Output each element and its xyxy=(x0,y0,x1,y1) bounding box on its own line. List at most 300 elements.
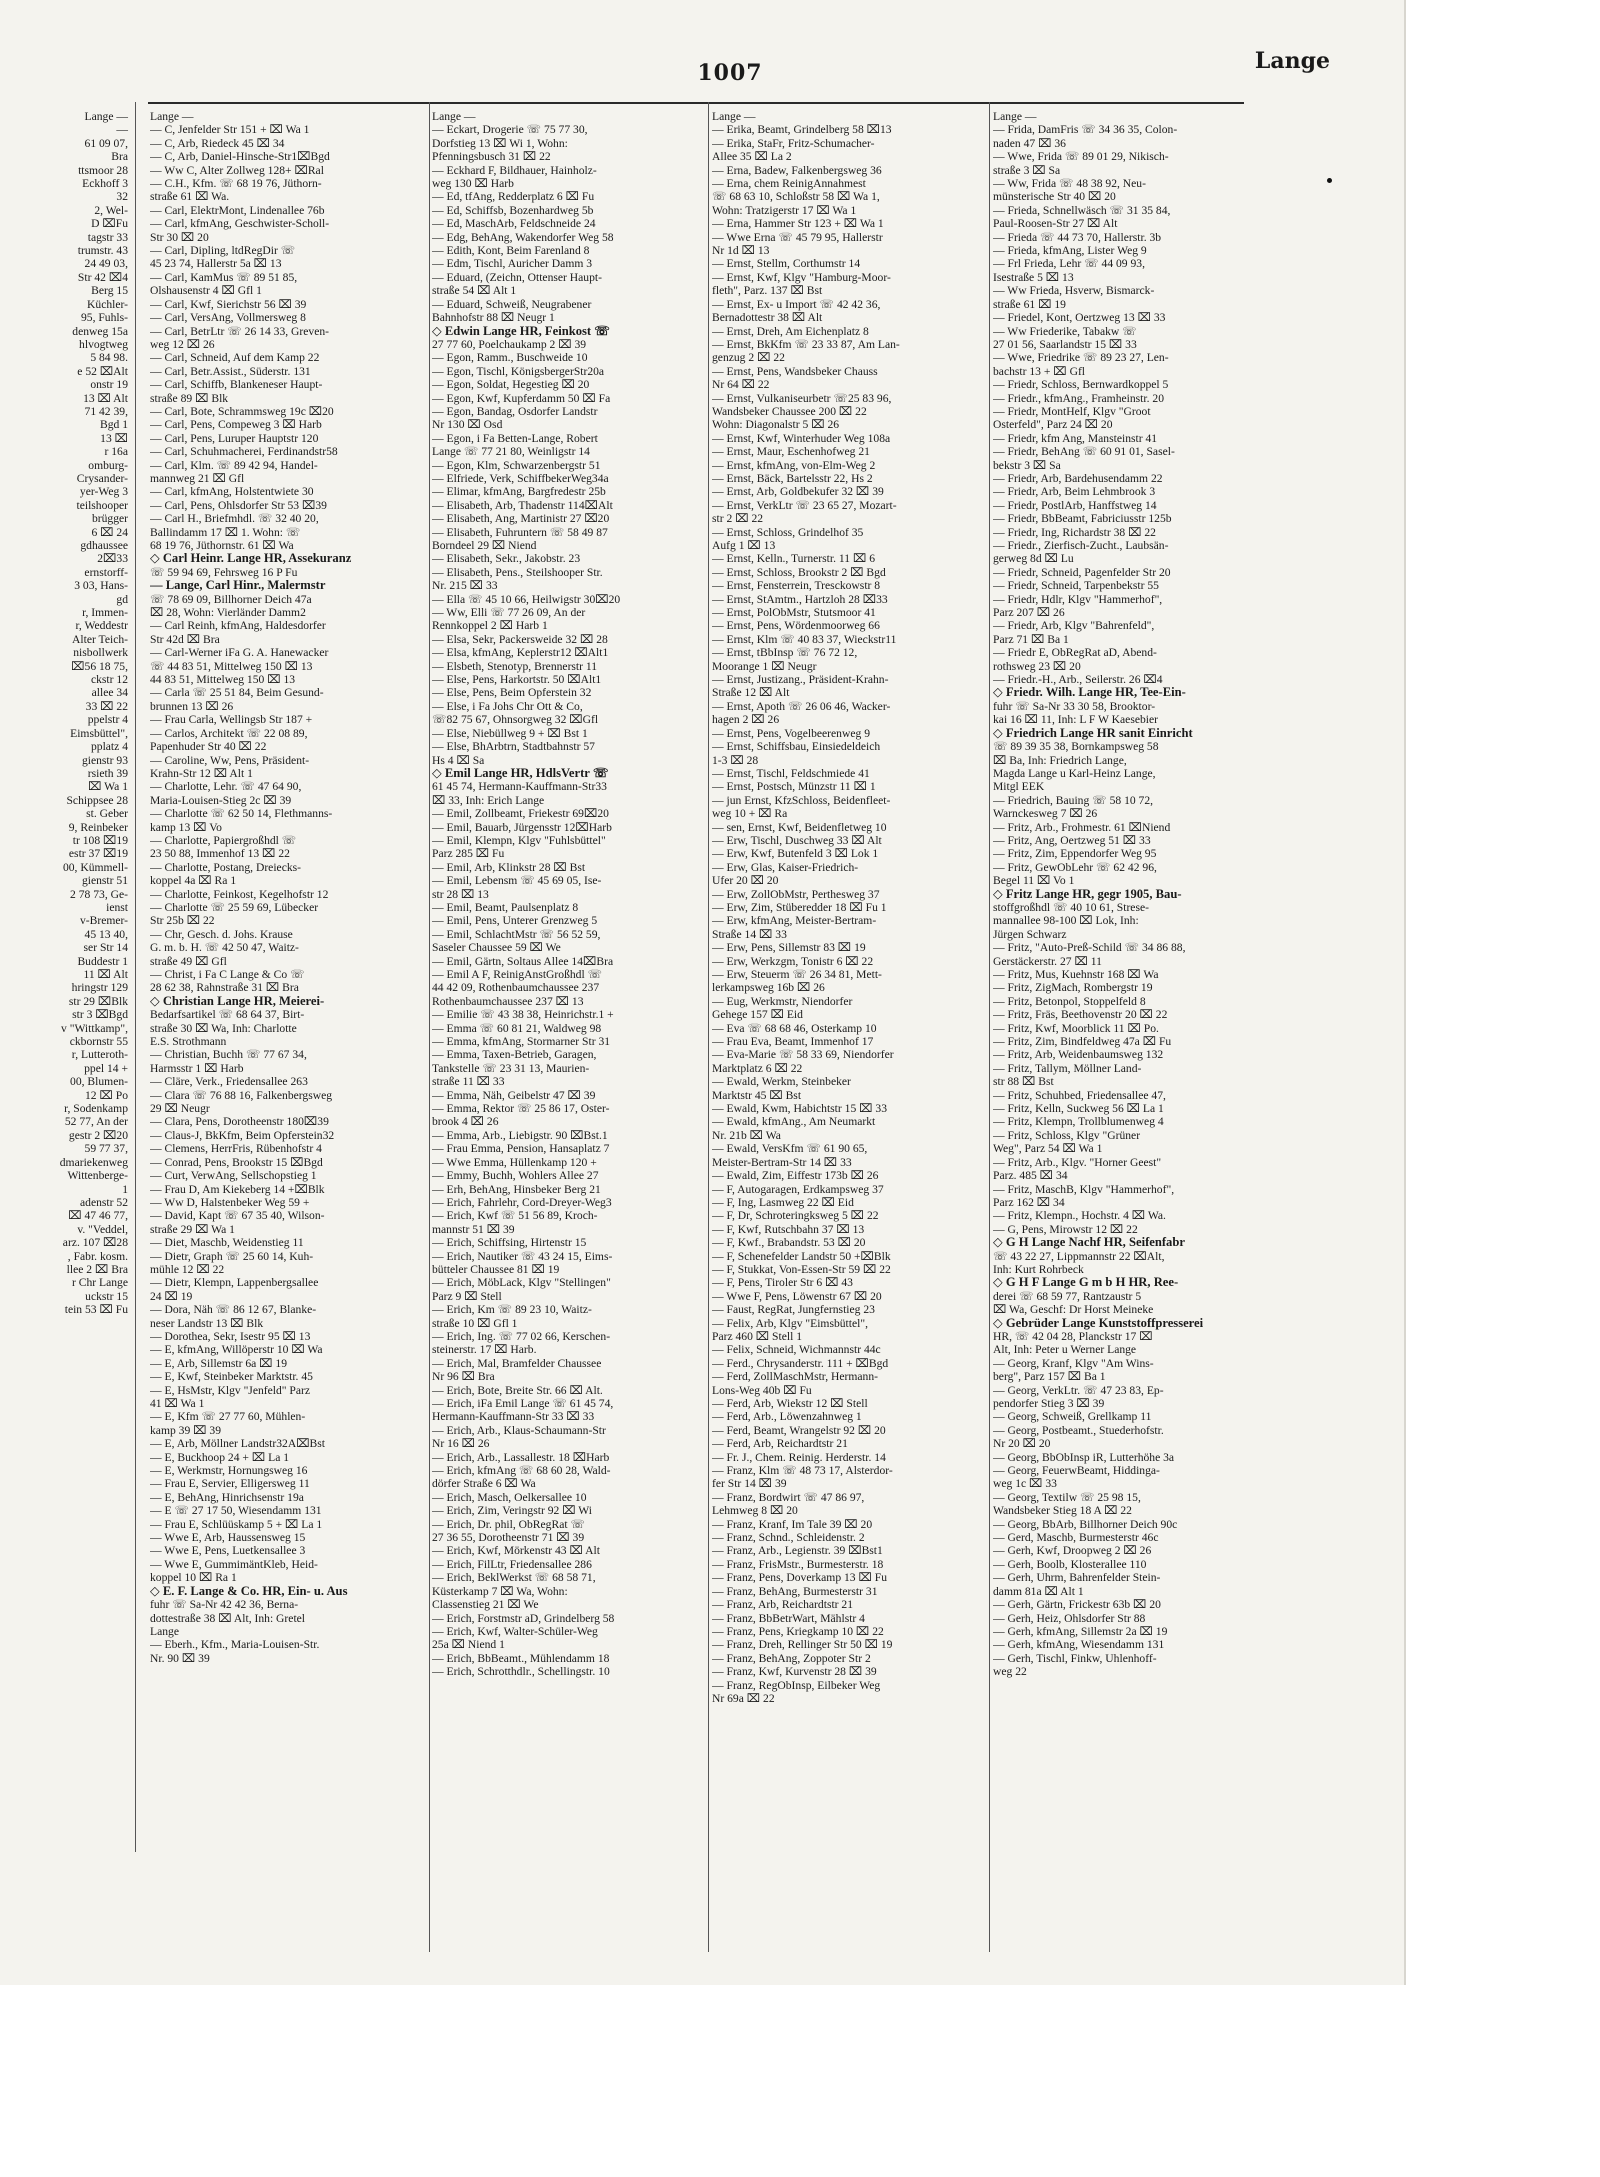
directory-entry-line: genzug 2 ⌧ 22 xyxy=(712,351,785,365)
directory-entry-line: — Ed, MaschArb, Feldschneide 24 xyxy=(432,217,596,231)
directory-entry-line: 5 84 98. xyxy=(90,351,128,365)
directory-entry-line: Lange — xyxy=(84,110,128,123)
directory-entry-line: 45 13 40, xyxy=(84,927,128,941)
directory-entry-line: — Erich, Forstmstr aD, Grindelberg 58 xyxy=(432,1611,615,1625)
directory-entry-line: Parz 162 ⌧ 34 xyxy=(993,1195,1065,1209)
page-number: 1007 xyxy=(697,60,763,86)
directory-entry-line: ⌧ Wa 1 xyxy=(88,780,128,794)
directory-entry-line: — Gerh, Gärtn, Frickestr 63b ⌧ 20 xyxy=(993,1598,1161,1612)
directory-entry-line: steinerstr. 17 ⌧ Harb. xyxy=(432,1343,537,1357)
directory-entry-line: — Frida, DamFris ☏ 34 36 35, Colon- xyxy=(993,123,1178,137)
directory-entry-line: — Erich, kfmAng ☏ 68 60 28, Wald- xyxy=(432,1464,611,1478)
directory-entry-line: Alter Teich- xyxy=(72,632,128,646)
directory-entry-line: straße 30 ⌧ Wa, Inh: Charlotte xyxy=(150,1021,297,1035)
directory-entry-line: Nr 130 ⌧ Osd xyxy=(432,418,503,432)
directory-entry-line: — Fritz, Mus, Kuehnstr 168 ⌧ Wa xyxy=(993,968,1159,981)
directory-entry-line: koppel 4a ⌧ Ra 1 xyxy=(150,874,237,888)
directory-entry-line: — Ernst, StAmtm., Hartzloh 28 ⌧33 xyxy=(712,592,888,606)
directory-entry-line: ☏ 78 69 09, Billhorner Deich 47a xyxy=(150,592,312,606)
directory-entry-line: — F, Ing, Lasmweg 22 ⌧ Eid xyxy=(712,1195,854,1209)
directory-entry-line: — Friedr, BbBeamt, Fabriciusstr 125b xyxy=(993,512,1172,526)
directory-entry-line: tagstr 33 xyxy=(87,230,128,244)
directory-entry-line: — Emil, Arb, Klinkstr 28 ⌧ Bst xyxy=(432,860,586,874)
directory-entry-line: — Ernst, VerkLtr ☏ 23 65 27, Mozart- xyxy=(712,498,897,512)
directory-entry-line: Harmsstr 1 ⌧ Harb xyxy=(150,1061,244,1075)
directory-entry-line: — Ernst, Tischl, Feldschmiede 41 xyxy=(712,766,870,780)
directory-entry-line: — Ww, Frida ☏ 48 38 92, Neu- xyxy=(993,177,1146,191)
directory-entry-line: — Fritz, "Auto-Preß-Schild ☏ 34 86 88, xyxy=(993,941,1186,955)
directory-entry-line: — Erich, Arb., Klaus-Schaumann-Str xyxy=(432,1423,606,1437)
directory-entry-line: — David, Kapt ☏ 67 35 40, Wilson- xyxy=(150,1209,325,1223)
directory-entry-line: Bgd 1 xyxy=(99,418,128,432)
directory-entry-line: 44 42 09, Rothenbaumchaussee 237 xyxy=(432,981,600,995)
directory-entry-line: Lange — xyxy=(712,110,756,123)
directory-entry-line: Mitgl EEK xyxy=(993,780,1045,794)
directory-entry-line: — Erich, Arb., Lassallestr. 18 ⌧Harb xyxy=(432,1450,610,1464)
directory-entry-line: 23 50 88, Immenhof 13 ⌧ 22 xyxy=(150,847,290,861)
directory-entry-line: — Charlotte ☏ 62 50 14, Flethmanns- xyxy=(150,807,333,821)
directory-entry-line: — Christ, i Fa C Lange & Co ☏ xyxy=(150,968,305,981)
directory-entry-line: straße 10 ⌧ Gfl 1 xyxy=(432,1316,518,1330)
directory-entry-line: — jun Ernst, KfzSchloss, Beidenfleet- xyxy=(712,793,891,807)
directory-entry-line: — Carl, Pens, Compeweg 3 ⌧ Harb xyxy=(150,418,322,432)
directory-entry-line: HR, ☏ 42 04 28, Planckstr 17 ⌧ xyxy=(993,1329,1153,1343)
directory-entry-line: — Ferd, Arb., Löwenzahnweg 1 xyxy=(712,1410,862,1424)
directory-entry-line: — Georg, BbObInsp iR, Lutterhöhe 3a xyxy=(993,1450,1175,1464)
directory-entry-line: 41 ⌧ Wa 1 xyxy=(150,1397,205,1410)
column-divider xyxy=(429,102,430,1952)
directory-entry-line: Tankstelle ☏ 23 31 13, Maurien- xyxy=(432,1061,590,1075)
directory-entry-line: — Ernst, tBbInsp ☏ 76 72 12, xyxy=(712,646,858,660)
directory-entry-line: — Elisabeth, Ang, Martinistr 27 ⌧20 xyxy=(432,512,610,526)
directory-entry-line: Crysander- xyxy=(76,471,128,485)
directory-entry-line: v "Wittkamp", xyxy=(61,1021,128,1035)
directory-entry-line: yer-Weg 3 xyxy=(79,485,128,499)
directory-entry-line: nisbollwerk xyxy=(73,646,128,660)
directory-entry-line: ◇ Edwin Lange HR, Feinkost ☏ xyxy=(432,324,610,338)
directory-entry-line: — Ernst, Postsch, Münzstr 11 ⌧ 1 xyxy=(712,780,876,794)
directory-entry-line: r, Sodenkamp xyxy=(64,1102,128,1116)
directory-entry-line: ☏ 44 83 51, Mittelweg 150 ⌧ 13 xyxy=(150,659,313,673)
directory-entry-line: — Ernst, Arb, Goldbekufer 32 ⌧ 39 xyxy=(712,485,884,499)
directory-entry-line: Parz 207 ⌧ 26 xyxy=(993,606,1065,620)
directory-entry-line: — Carl, Kwf, Sierichstr 56 ⌧ 39 xyxy=(150,297,307,311)
directory-entry-line: str 29 ⌧Blk xyxy=(68,994,128,1008)
directory-entry-line: Bahnhofstr 88 ⌧ Neugr 1 xyxy=(432,311,555,325)
directory-entry-line: dörfer Straße 6 ⌧ Wa xyxy=(432,1477,536,1491)
directory-entry-line: v. "Veddel, xyxy=(77,1222,128,1236)
directory-entry-line: Str 30 ⌧ 20 xyxy=(150,230,209,244)
directory-entry-line: rsieth 39 xyxy=(87,766,128,780)
directory-entry-line: — Ernst, Kwf, Klgv "Hamburg-Moor- xyxy=(712,270,891,284)
directory-entry-line: — Ferd, Arb, Wiekstr 12 ⌧ Stell xyxy=(712,1397,868,1410)
directory-entry-line: — E, Kwf, Steinbeker Marktstr. 45 xyxy=(150,1370,313,1384)
directory-entry-line: Wandsbeker Chaussee 200 ⌧ 22 xyxy=(712,404,867,418)
directory-entry-line: 24 ⌧ 19 xyxy=(150,1289,193,1303)
directory-entry-line: Bedarfsartikel ☏ 68 64 37, Birt- xyxy=(150,1008,305,1022)
directory-entry-line: — Wwe F, Pens, Löwenstr 67 ⌧ 20 xyxy=(712,1289,882,1303)
directory-entry-line: ◇ Carl Heinr. Lange HR, Assekuranz xyxy=(150,552,352,566)
directory-entry-line: — Ernst, BkKfm ☏ 23 33 87, Am Lan- xyxy=(712,337,900,351)
directory-entry-line: pendorfer Stieg 3 ⌧ 39 xyxy=(993,1397,1105,1410)
directory-entry-line: — Fritz, Arb, Weidenbaumsweg 132 xyxy=(993,1048,1164,1062)
directory-entry-line: 1-3 ⌧ 28 xyxy=(712,753,759,767)
directory-entry-line: Lehmweg 8 ⌧ 20 xyxy=(712,1504,798,1518)
directory-entry-line: — Friedr, MontHelf, Klgv "Groot xyxy=(993,404,1151,418)
directory-entry-line: — Erich, Nautiker ☏ 43 24 15, Eims- xyxy=(432,1249,613,1263)
directory-entry-line: — Edith, Kont, Beim Farenland 8 xyxy=(432,244,590,258)
directory-entry-line: — Georg, VerkLtr. ☏ 47 23 83, Ep- xyxy=(993,1383,1164,1397)
directory-entry-line: — Carl, Schneid, Auf dem Kamp 22 xyxy=(150,351,320,365)
directory-entry-line: 33 ⌧ 22 xyxy=(85,699,128,713)
directory-entry-line: mannweg 21 ⌧ Gfl xyxy=(150,471,245,485)
directory-entry-line: Nr 16 ⌧ 26 xyxy=(432,1437,490,1451)
directory-entry-line: — Curt, VerwAng, Sellschopstieg 1 xyxy=(150,1169,317,1183)
directory-entry-line: ☏ 89 39 35 38, Bornkampsweg 58 xyxy=(993,740,1159,754)
directory-entry-line: — Ernst, Pens, Wandsbeker Chauss xyxy=(712,364,878,378)
directory-entry-line: — Ww Frieda, Hsverw, Bismarck- xyxy=(993,284,1155,298)
directory-entry-line: Nr 96 ⌧ Bra xyxy=(432,1370,495,1384)
directory-entry-line: — Ww Friederike, Tabakw ☏ xyxy=(993,324,1137,338)
directory-entry-line: — Georg, FeuerwBeamt, Hiddinga- xyxy=(993,1464,1160,1478)
directory-entry-line: straße 29 ⌧ Wa 1 xyxy=(150,1222,235,1236)
directory-entry-line: Wittenberge- xyxy=(67,1169,128,1183)
directory-entry-line: — Ww C, Alter Zollweg 128+ ⌧Ral xyxy=(150,163,324,177)
directory-entry-line: Hs 4 ⌧ Sa xyxy=(432,753,485,767)
directory-entry-line: ser Str 14 xyxy=(83,941,128,955)
directory-entry-line: — E, Arb, Sillemstr 6a ⌧ 19 xyxy=(150,1356,288,1370)
directory-entry-line: — Erw, Zim, Stüberedder 18 ⌧ Fu 1 xyxy=(712,900,887,914)
directory-entry-line: — Friedr, PostlArb, Hanffstweg 14 xyxy=(993,498,1157,512)
directory-entry-line: r 16a xyxy=(104,445,128,459)
directory-entry-line: — Fr. J., Chem. Reinig. Herderstr. 14 xyxy=(712,1450,886,1464)
directory-entry-line: — Friedr, Arb, Beim Lehmbrook 3 xyxy=(993,485,1156,499)
directory-entry-line: — Edm, Tischl, Auricher Damm 3 xyxy=(432,257,593,271)
directory-entry-line: 2 78 73, Ge- xyxy=(70,887,128,901)
directory-entry-line: r, Lutteroth- xyxy=(71,1048,128,1062)
directory-entry-line: Parz 285 ⌧ Fu xyxy=(432,847,505,861)
directory-entry-line: 2⌧33 xyxy=(97,552,128,566)
directory-entry-line: — Erich, Kwf ☏ 51 56 89, Kroch- xyxy=(432,1209,598,1223)
directory-entry-line: — F, Schenefelder Landstr 50 +⌧Blk xyxy=(712,1249,891,1263)
directory-entry-line: — Fritz, Schuhbed, Friedensallee 47, xyxy=(993,1088,1166,1102)
directory-entry-line: — E, kfmAng, Willöperstr 10 ⌧ Wa xyxy=(150,1343,323,1357)
directory-entry-line: — Wwe, Friedrike ☏ 89 23 27, Len- xyxy=(993,351,1169,365)
directory-entry-line: — Carl, Betr.Assist., Süderstr. 131 xyxy=(150,364,311,378)
directory-entry-line: — Ewald, VersKfm ☏ 61 90 65, xyxy=(712,1142,868,1156)
directory-entry-line: — Fritz, Betonpol, Stoppelfeld 8 xyxy=(993,994,1146,1008)
directory-entry-line: ⌧56 18 75, xyxy=(71,659,128,673)
directory-entry-line: str 3 ⌧Bgd xyxy=(72,1008,128,1022)
directory-entry-line: — Carl, kfmAng, Holstentwiete 30 xyxy=(150,485,314,499)
directory-entry-line: — Ewald, kfmAng., Am Neumarkt xyxy=(712,1115,876,1129)
directory-entry-line: — Elsbeth, Stenotyp, Brennerstr 11 xyxy=(432,659,598,673)
directory-entry-line: Inh: Kurt Rohrbeck xyxy=(993,1262,1084,1276)
directory-entry-line: Gehege 157 ⌧ Eid xyxy=(712,1008,803,1022)
directory-entry-line: — Fritz, ZigMach, Rombergstr 19 xyxy=(993,981,1153,995)
directory-entry-line: — Georg, Postbeamt., Stuederhofstr. xyxy=(993,1423,1164,1437)
directory-entry-line: — Erich, Dr. phil, ObRegRat ☏ xyxy=(432,1517,585,1531)
directory-entry-line: — Eug, Werkmstr, Niendorfer xyxy=(712,994,853,1008)
directory-entry-line: — Elisabeth, Pens., Steilshooper Str. xyxy=(432,565,603,579)
directory-entry-line: Wohn: Diagonalstr 5 ⌧ 26 xyxy=(712,418,840,432)
directory-entry-line: — Wwe, Frida ☏ 89 01 29, Nikisch- xyxy=(993,150,1169,164)
directory-entry-line: — Frau E, Servier, Elligersweg 11 xyxy=(150,1477,310,1491)
directory-entry-line: 28 62 38, Rahnstraße 31 ⌧ Bra xyxy=(150,981,299,995)
left-page-fragment xyxy=(0,110,132,1950)
directory-entry-line: — C, Arb, Daniel-Hinsche-Str1⌧Bgd xyxy=(150,150,330,164)
directory-column-2 xyxy=(432,110,704,1950)
directory-entry-line: — Clara ☏ 76 88 16, Falkenbergsweg xyxy=(150,1088,333,1102)
directory-entry-line: — C, Jenfelder Str 151 + ⌧ Wa 1 xyxy=(150,123,310,137)
directory-entry-line: — Frau Eva, Beamt, Immenhof 17 xyxy=(712,1035,874,1049)
directory-entry-line: ◇ Christian Lange HR, Meierei- xyxy=(150,994,325,1008)
directory-entry-line: — Ernst, Maur, Eschenhofweg 21 xyxy=(712,445,870,459)
directory-entry-line: — Ernst, PolObMstr, Stutsmoor 41 xyxy=(712,606,876,620)
directory-entry-line: — Friedr., Zierfisch-Zucht., Laubsän- xyxy=(993,539,1169,552)
directory-entry-line: — E, Buckhoop 24 + ⌧ La 1 xyxy=(150,1450,290,1464)
directory-entry-line: lerkampsweg 16b ⌧ 26 xyxy=(712,981,825,995)
directory-entry-line: hagen 2 ⌧ 26 xyxy=(712,713,780,727)
directory-entry-line: Warnckesweg 7 ⌧ 26 xyxy=(993,807,1098,821)
directory-entry-line: — Fritz, Tallym, Möllner Land- xyxy=(993,1061,1142,1075)
directory-entry-line: — Frau D, Am Kiekeberg 14 +⌧Blk xyxy=(150,1182,325,1196)
directory-entry-line: — Fritz, Ang, Oertzweg 51 ⌧ 33 xyxy=(993,833,1151,847)
directory-entry-line: — Clara, Pens, Dorotheenstr 180⌧39 xyxy=(150,1115,329,1129)
directory-entry-line: — Fritz, Klempn., Hochstr. 4 ⌧ Wa. xyxy=(993,1209,1166,1223)
directory-entry-line: Magda Lange u Karl-Heinz Lange, xyxy=(993,766,1156,780)
directory-entry-line: 24 49 03, xyxy=(84,257,128,271)
directory-entry-line: Parz 71 ⌧ Ba 1 xyxy=(993,632,1069,646)
directory-entry-line: Straße 14 ⌧ 33 xyxy=(712,927,787,941)
directory-entry-line: 2, Wel- xyxy=(94,203,128,217)
directory-entry-line: — Emil, Beamt, Paulsenplatz 8 xyxy=(432,900,579,914)
directory-entry-line: denweg 15a xyxy=(72,324,128,338)
directory-entry-line: — Fritz, Klempn, Trollblumenweg 4 xyxy=(993,1115,1164,1129)
directory-entry-line: — Else, Pens, Harkortstr. 50 ⌧Alt1 xyxy=(432,673,602,687)
directory-entry-line: — Erw, ZollObMstr, Perthesweg 37 xyxy=(712,887,880,901)
directory-entry-line: — Ewald, Kwm, Habichtstr 15 ⌧ 33 xyxy=(712,1102,888,1116)
directory-entry-line: — Emma, kfmAng, Stormarner Str 31 xyxy=(432,1035,611,1049)
directory-entry-line: — Franz, BbBetrWart, Mählstr 4 xyxy=(712,1611,865,1625)
directory-entry-line: ttsmoor 28 xyxy=(78,163,128,177)
directory-entry-line: Rennkoppel 2 ⌧ Harb 1 xyxy=(432,619,548,633)
directory-entry-line: bekstr 3 ⌧ Sa xyxy=(993,458,1061,472)
directory-entry-line: 71 42 39, xyxy=(84,404,128,418)
directory-entry-line: Buddestr 1 xyxy=(77,954,128,968)
directory-entry-line: — Erw, kfmAng, Meister-Bertram- xyxy=(712,914,877,928)
directory-entry-line: weg 22 xyxy=(993,1665,1027,1679)
directory-entry-line: — Faust, RegRat, Jungfernstieg 23 xyxy=(712,1303,875,1317)
directory-entry-line: Nr. 90 ⌧ 39 xyxy=(150,1651,210,1665)
directory-entry-line: — Cläre, Verk., Friedensallee 263 xyxy=(150,1075,308,1089)
directory-entry-line: — Friedrich, Bauing ☏ 58 10 72, xyxy=(993,793,1154,807)
directory-entry-line: straße 89 ⌧ Blk xyxy=(150,391,229,405)
running-head: Lange xyxy=(1254,48,1330,74)
directory-entry-line: — Emil, Gärtn, Soltaus Allee 14⌧Bra xyxy=(432,954,614,968)
directory-entry-line: — F, Pens, Tiroler Str 6 ⌧ 43 xyxy=(712,1276,853,1290)
directory-entry-line: — Friedr, BehAng ☏ 60 91 01, Sasel- xyxy=(993,445,1175,459)
directory-entry-line: fuhr ☏ Sa-Nr 33 30 58, Brooktor- xyxy=(993,699,1156,713)
directory-entry-line: Bra xyxy=(111,150,128,164)
directory-entry-line: — Franz, Kranf, Im Tale 39 ⌧ 20 xyxy=(712,1517,873,1531)
directory-entry-line: — Eckhard F, Bildhauer, Hainholz- xyxy=(432,163,597,177)
directory-entry-line: — Felix, Arb, Klgv "Eimsbüttel", xyxy=(712,1316,868,1330)
directory-entry-line: — xyxy=(116,123,128,137)
directory-entry-line: Nr 20 ⌧ 20 xyxy=(993,1437,1051,1451)
directory-entry-line: — Carl H., Briefmhdl. ☏ 32 40 20, xyxy=(150,512,319,526)
directory-column-4 xyxy=(993,110,1268,1950)
directory-entry-line: — Carl, kfmAng, Geschwister-Scholl- xyxy=(150,217,330,231)
directory-entry-line: 27 01 56, Saarlandstr 15 ⌧ 33 xyxy=(993,337,1137,351)
directory-entry-line: 13 ⌧ xyxy=(100,431,128,445)
directory-entry-line: — Fritz, Schloss, Klgv "Grüner xyxy=(993,1128,1141,1142)
directory-entry-line: Nr 69a ⌧ 22 xyxy=(712,1691,775,1705)
directory-entry-line: — Carl, Klm. ☏ 89 42 94, Handel- xyxy=(150,458,318,472)
directory-entry-line: st. Geber xyxy=(86,807,128,821)
directory-entry-line: Weg", Parz 54 ⌧ Wa 1 xyxy=(993,1142,1103,1156)
directory-entry-line: — Charlotte, Postang, Dreiecks- xyxy=(150,860,302,874)
directory-entry-line: — Franz, Bordwirt ☏ 47 86 97, xyxy=(712,1490,865,1504)
directory-entry-line: Papenhuder Str 40 ⌧ 22 xyxy=(150,740,267,754)
directory-entry-line: — Elsa, kfmAng, Keplerstr12 ⌧Alt1 xyxy=(432,646,609,660)
directory-entry-line: 6 ⌧ 24 xyxy=(91,525,128,539)
directory-entry-line: — Ferd, Arb, Reichardtstr 21 xyxy=(712,1437,848,1451)
directory-entry-line: — Erich, BeklWerkst ☏ 68 58 71, xyxy=(432,1571,596,1585)
directory-entry-line: ⌧ 28, Wohn: Vierländer Damm2 xyxy=(150,606,306,620)
directory-entry-line: — Friedr., kfmAng., Framheinstr. 20 xyxy=(993,391,1164,405)
directory-entry-line: — Georg, BbArb, Billhorner Deich 90c xyxy=(993,1517,1178,1531)
directory-entry-line: — F, Autogaragen, Erdkampsweg 37 xyxy=(712,1182,884,1196)
directory-entry-line: Hermann-Kauffmann-Str 33 ⌧ 33 xyxy=(432,1410,595,1424)
directory-entry-line: str 88 ⌧ Bst xyxy=(993,1075,1054,1089)
directory-entry-line: Marktstr 45 ⌧ Bst xyxy=(712,1088,802,1102)
directory-entry-line: pplatz 4 xyxy=(90,740,128,754)
directory-entry-line: 52 77, An der xyxy=(64,1115,128,1129)
directory-entry-line: — Ernst, Vulkaniseurbetr ☏25 83 96, xyxy=(712,391,892,405)
directory-entry-line: — Fritz, GewObLehr ☏ 62 42 96, xyxy=(993,860,1157,874)
directory-column-3 xyxy=(712,110,987,1950)
directory-entry-line: ppel 14 + xyxy=(84,1061,128,1075)
directory-entry-line: ⌧ 47 46 77, xyxy=(68,1209,128,1223)
directory-entry-line: — Ernst, Kwf, Winterhuder Weg 108a xyxy=(712,431,891,445)
directory-entry-line: — Friedr, kfm Ang, Mansteinstr 41 xyxy=(993,431,1158,445)
directory-entry-line: damm 81a ⌧ Alt 1 xyxy=(993,1584,1084,1598)
directory-entry-line: — Fritz, Arb., Klgv. "Horner Geest" xyxy=(993,1155,1162,1169)
directory-entry-line: Eimsbüttel", xyxy=(70,726,128,740)
directory-entry-line: weg 12 ⌧ 26 xyxy=(150,337,215,351)
directory-entry-line: Nr 64 ⌧ 22 xyxy=(712,378,770,392)
directory-entry-line: ⌧ Ba, Inh: Friedrich Lange, xyxy=(993,753,1127,767)
directory-entry-line: — Erika, StaFr, Fritz-Schumacher- xyxy=(712,136,875,150)
directory-entry-line: — Dietr, Graph ☏ 25 60 14, Kuh- xyxy=(150,1249,314,1263)
directory-entry-line: — Gerh, Uhrm, Bahrenfelder Stein- xyxy=(993,1571,1161,1585)
directory-entry-line: — C.H., Kfm. ☏ 68 19 76, Jüthorn- xyxy=(150,177,322,191)
directory-entry-line: gerweg 8d ⌧ Lu xyxy=(993,552,1074,566)
directory-entry-line: — Elfriede, Verk, SchiffbekerWeg34a xyxy=(432,471,609,485)
directory-entry-line: neser Landstr 13 ⌧ Blk xyxy=(150,1316,264,1330)
directory-entry-line: — Erich, Ing. ☏ 77 02 66, Kerschen- xyxy=(432,1329,611,1343)
directory-entry-line: — Eduard, Schweiß, Neugrabener xyxy=(432,297,592,311)
directory-entry-line: 1 xyxy=(122,1182,128,1196)
directory-entry-line: str 28 ⌧ 13 xyxy=(432,887,489,901)
directory-entry-line: — Friedr E, ObRegRat aD, Abend- xyxy=(993,646,1157,660)
directory-entry-line: ckstr 12 xyxy=(90,673,128,687)
directory-entry-line: — Erw, Glas, Kaiser-Friedrich- xyxy=(712,860,859,874)
directory-entry-line: — Ernst, Justizang., Präsident-Krahn- xyxy=(712,673,889,687)
column-divider xyxy=(708,102,709,1952)
directory-entry-line: — Franz, Kwf, Kurvenstr 28 ⌧ 39 xyxy=(712,1665,877,1679)
directory-entry-line: — Carlos, Architekt ☏ 22 08 89, xyxy=(150,726,308,740)
directory-entry-line: Ballindamm 17 ⌧ 1. Wohn: ☏ xyxy=(150,525,301,539)
directory-entry-line: — E, Kfm ☏ 27 77 60, Mühlen- xyxy=(150,1410,306,1424)
directory-entry-line: — Erna, Hammer Str 123 + ⌧ Wa 1 xyxy=(712,217,884,231)
directory-entry-line: ienst xyxy=(106,900,128,914)
directory-entry-line: — Conrad, Pens, Brookstr 15 ⌧Bgd xyxy=(150,1155,323,1169)
directory-entry-line: — Ernst, Schloss, Brookstr 2 ⌧ Bgd xyxy=(712,565,886,579)
directory-entry-line: — Ed, Schiffsb, Bozenhardweg 5b xyxy=(432,203,594,217)
directory-entry-line: — Chr, Gesch. d. Johs. Krause xyxy=(150,927,293,941)
directory-entry-line: Eckhoff 3 xyxy=(82,177,128,191)
directory-entry-line: — Ernst, Schloss, Grindelhof 35 xyxy=(712,525,864,539)
directory-entry-line: — Eva-Marie ☏ 58 33 69, Niendorfer xyxy=(712,1048,894,1062)
directory-entry-line: koppel 10 ⌧ Ra 1 xyxy=(150,1571,237,1585)
directory-entry-line: — Georg, Schweiß, Grellkamp 11 xyxy=(993,1410,1152,1424)
directory-entry-line: — Erich, Km ☏ 89 23 10, Waitz- xyxy=(432,1303,592,1317)
directory-entry-line: arz. 107 ⌧28 xyxy=(62,1236,128,1250)
directory-entry-line: — Ww D, Halstenbeker Weg 59 + xyxy=(150,1195,310,1209)
directory-entry-line: — Erika, Beamt, Grindelberg 58 ⌧13 xyxy=(712,123,892,137)
directory-entry-line: — Carl, ElektrMont, Lindenallee 76b xyxy=(150,203,325,217)
directory-entry-line: 68 19 76, Jüthornstr. 61 ⌧ Wa xyxy=(150,539,294,552)
directory-entry-line: — Eduard, (Zeichn, Ottenser Haupt- xyxy=(432,270,602,284)
directory-entry-line: D ⌧Fu xyxy=(91,217,128,231)
directory-entry-line: brügger xyxy=(91,512,128,526)
directory-entry-line: Parz. 485 ⌧ 34 xyxy=(993,1169,1068,1183)
directory-entry-line: Str 25b ⌧ 22 xyxy=(150,914,215,928)
directory-entry-line: — Carl, BetrLtr ☏ 26 14 33, Greven- xyxy=(150,324,330,338)
directory-entry-line: onstr 19 xyxy=(90,378,128,392)
directory-entry-line: ⌧ 33, Inh: Erich Lange xyxy=(432,793,545,807)
directory-entry-line: 12 ⌧ Po xyxy=(85,1088,128,1102)
directory-entry-line: Schippsee 28 xyxy=(66,793,128,807)
directory-entry-line: 3 03, Hans- xyxy=(74,579,128,593)
directory-entry-line: — Fritz, Kwf, Moorblick 11 ⌧ Po. xyxy=(993,1021,1159,1035)
directory-entry-line: — Erich, Schrotthdlr., Schellingstr. 10 xyxy=(432,1665,610,1679)
directory-entry-line: v-Bremer- xyxy=(79,914,128,928)
directory-entry-line: omburg- xyxy=(88,458,128,472)
directory-entry-line: 29 ⌧ Neugr xyxy=(150,1102,210,1116)
column-divider xyxy=(135,102,136,1852)
directory-entry-line: 27 77 60, Poelchaukamp 2 ⌧ 39 xyxy=(432,337,587,351)
directory-entry-line: Lange — xyxy=(993,110,1037,123)
directory-entry-line: — Ernst, Pens, Vogelbeerenweg 9 xyxy=(712,726,870,740)
directory-entry-line: — Erich, Fahrlehr, Cord-Dreyer-Weg3 xyxy=(432,1195,612,1209)
directory-entry-line: — Else, i Fa Johs Chr Ott & Co, xyxy=(432,699,583,713)
directory-entry-line: — Wwe Emma, Hüllenkamp 120 + xyxy=(432,1155,597,1169)
directory-entry-line: fleth", Parz. 137 ⌧ Bst xyxy=(712,284,823,298)
directory-entry-line: mühle 12 ⌧ 22 xyxy=(150,1262,225,1276)
directory-entry-line: — Lange, Carl Hinr., Malermstr xyxy=(150,579,326,593)
directory-entry-line: Küsterkamp 7 ⌧ Wa, Wohn: xyxy=(432,1584,568,1598)
directory-entry-line: 59 77 37, xyxy=(84,1142,128,1156)
directory-entry-line: — Ernst, Stellm, Corthumstr 14 xyxy=(712,257,861,271)
directory-entry-line: — Ernst, Ex- u Import ☏ 42 42 36, xyxy=(712,297,881,311)
directory-entry-line: Borndeel 29 ⌧ Niend xyxy=(432,539,537,552)
directory-entry-line: Parz 460 ⌧ Stell 1 xyxy=(712,1329,802,1343)
directory-entry-line: ⌧ Wa, Geschf: Dr Horst Meineke xyxy=(993,1303,1154,1317)
directory-entry-line: — Elsa, Sekr, Packersweide 32 ⌧ 28 xyxy=(432,632,608,646)
